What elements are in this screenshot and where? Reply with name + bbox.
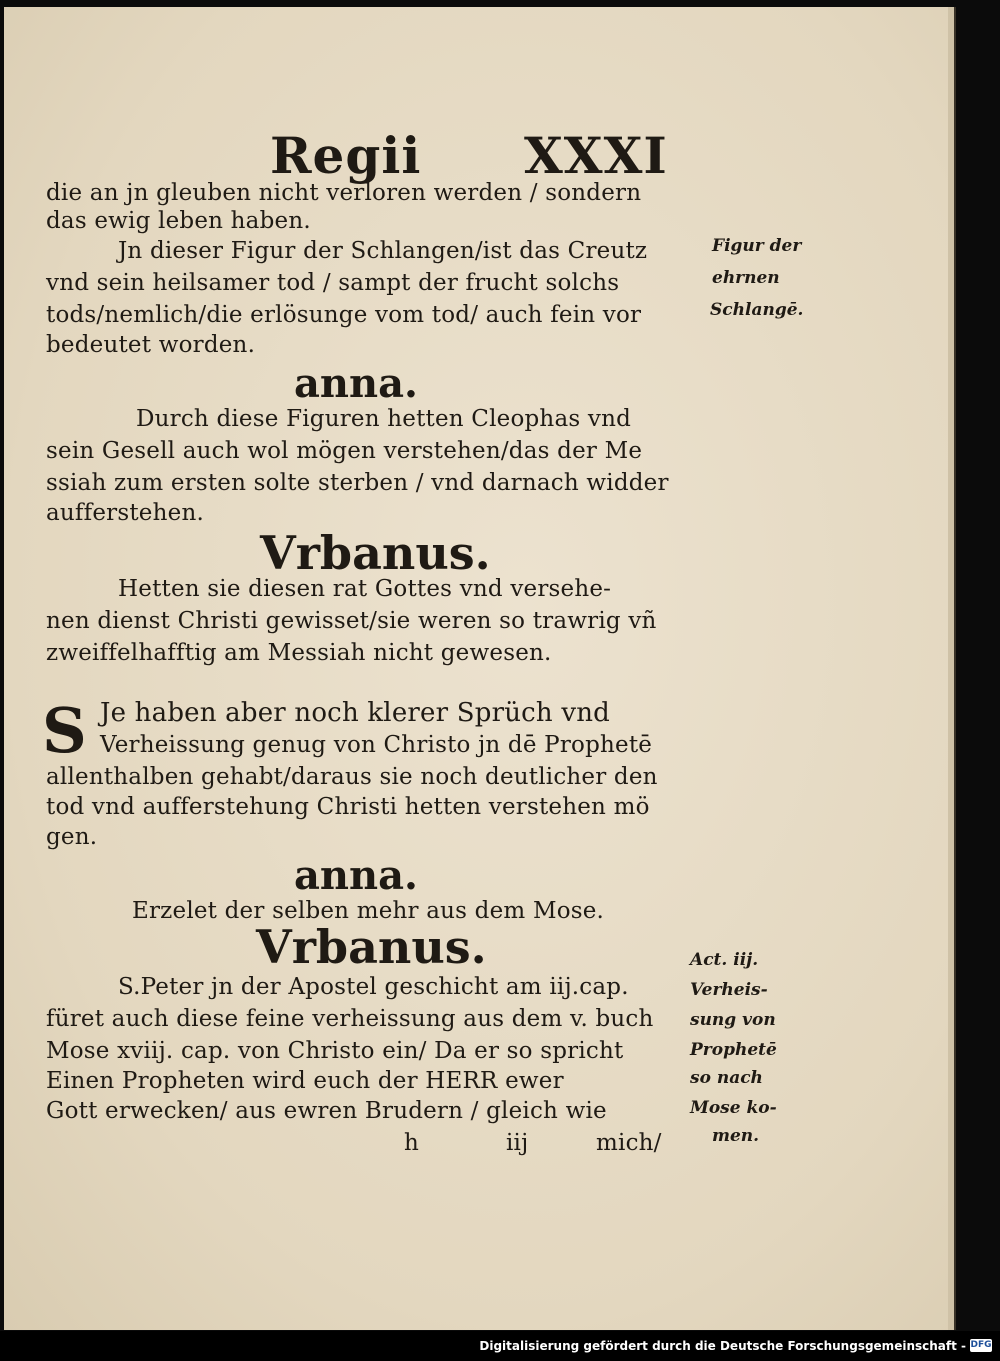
- text-line: aufferstehen.: [46, 500, 204, 526]
- text-line: Erzelet der selben mehr aus dem Mose.: [132, 898, 605, 924]
- text-line: allenthalben gehabt/daraus sie noch deutlicher den: [46, 764, 658, 790]
- margin-note-line: sung von: [690, 1010, 776, 1030]
- footer-bar: [0, 1331, 1000, 1361]
- speaker-heading: Vrbanus.: [256, 920, 487, 974]
- signature-mark: h: [404, 1130, 420, 1156]
- signature-number: iij: [506, 1130, 529, 1156]
- text-line: das ewig leben haben.: [46, 208, 311, 234]
- text-line: Hetten sie diesen rat Gottes vnd versehe-: [118, 576, 612, 602]
- text-line: Verheissung genug von Christo jn dē Prophetē: [100, 732, 653, 758]
- text-line: ssiah zum ersten solte sterben / vnd darnach widder: [46, 470, 669, 496]
- text-line: Je haben aber noch klerer Sprüch vnd: [100, 698, 610, 728]
- text-line: tod vnd aufferstehung Christi hetten verstehen mö: [46, 794, 650, 820]
- text-line: vnd sein heilsamer tod / sampt der frucht solchs: [46, 270, 620, 296]
- text-line: gen.: [46, 824, 98, 850]
- text-line: Gott erwecken/ aus ewren Brudern / gleich wie: [46, 1098, 607, 1124]
- catchword: mich/: [596, 1130, 662, 1156]
- margin-note-line: Act. iij.: [690, 950, 759, 970]
- text-line: sein Gesell auch wol mögen verstehen/das der Me: [46, 438, 643, 464]
- dfg-logo: DFG: [970, 1340, 992, 1350]
- margin-note-line: men.: [712, 1126, 760, 1146]
- folio-number: XXXI: [524, 126, 668, 185]
- speaker-heading: anna.: [294, 852, 418, 899]
- text-line: die an jn gleuben nicht verloren werden / sondern: [46, 180, 642, 206]
- text-line: tods/nemlich/die erlösunge vom tod/ auch fein vor: [46, 302, 642, 328]
- margin-note-line: Mose ko-: [690, 1098, 777, 1118]
- text-line: S.Peter jn der Apostel geschicht am iij.cap.: [118, 974, 629, 1000]
- text-line: Mose xviij. cap. von Christo ein/ Da er so spricht: [46, 1038, 624, 1064]
- margin-note-line: Prophetē: [690, 1040, 777, 1060]
- text-line: füret auch diese feine verheissung aus dem v. buch: [46, 1006, 654, 1032]
- text-line: Jn dieser Figur der Schlangen/ist das Creutz: [118, 238, 648, 264]
- text-line: Durch diese Figuren hetten Cleophas vnd: [136, 406, 632, 432]
- running-head-left: Regii: [270, 126, 422, 185]
- text-line: bedeutet worden.: [46, 332, 256, 358]
- text-line: zweiffelhafftig am Messiah nicht gewesen.: [46, 640, 552, 666]
- text-line: nen dienst Christi gewisset/sie weren so trawrig vñ: [46, 608, 657, 634]
- margin-note-line: Figur der: [712, 236, 802, 256]
- speaker-heading: Vrbanus.: [260, 526, 491, 580]
- margin-note-line: Verheis-: [690, 980, 768, 1000]
- margin-note-line: ehrnen: [712, 268, 780, 288]
- margin-note-line: so nach: [690, 1068, 763, 1088]
- funding-notice: Digitalisierung gefördert durch die Deutsche Forschungsgemeinschaft -: [479, 1339, 966, 1353]
- margin-note-line: Schlangē.: [710, 300, 804, 320]
- speaker-heading: anna.: [294, 360, 418, 407]
- decorated-initial: S: [42, 694, 87, 767]
- text-line: Einen Propheten wird euch der HERR ewer: [46, 1068, 564, 1094]
